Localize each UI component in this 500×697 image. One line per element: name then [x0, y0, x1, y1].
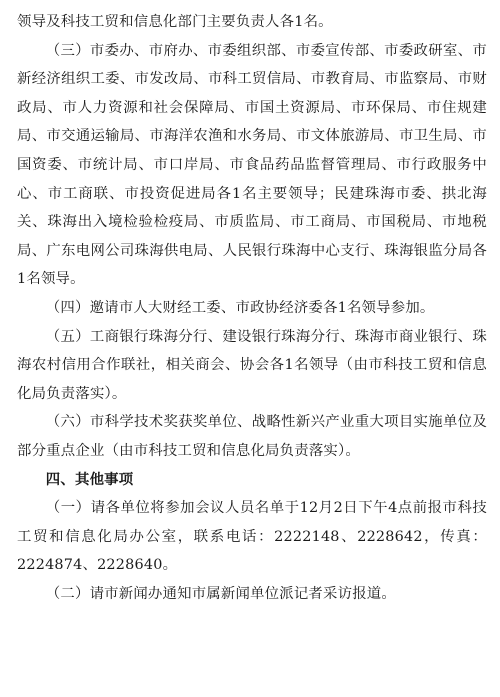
- paragraph-item-five: （五）工商银行珠海分行、建设银行珠海分行、珠海市商业银行、珠海农村信用合作联社，相关商会、协会各1名领导（由市科技工贸和信息化局负责落实）。: [17, 328, 487, 402]
- document-page: [17, 8, 487, 608]
- paragraph-other-item-two: （二）请市新闻办通知市属新闻单位派记者采访报道。: [45, 585, 396, 602]
- paragraph-item-six: （六）市科学技术奖获奖单位、战略性新兴产业重大项目实施单位及部分重点企业（由市科技工贸和信息化局负责落实）。: [17, 414, 487, 459]
- paragraph-other-item-one: （一）请各单位将参加会议人员名单于12月2日下午4点前报市科技工贸和信息化局办公室，联系电话：2222148、2228642，传真：2224874、2228640。: [17, 500, 487, 574]
- paragraph-leaders: 领导及科技工贸和信息化部门主要负责人各1名。: [17, 14, 333, 30]
- section-heading-other-matters: 四、其他事项: [45, 471, 134, 488]
- paragraph-item-four: （四）邀请市人大财经工委、市政协经济委各1名领导参加。: [45, 299, 435, 316]
- paragraph-item-three: （三）市委办、市府办、市委组织部、市委宣传部、市委政研室、市新经济组织工委、市发改局、市科工贸信局、市教育局、市监察局、市财政局、市人力资源和社会保障局、市国土资源局、市环保局、市住规建局、市交通运输局、市海洋农渔和水务局、市文体旅游局、市卫生局、市国资委、市统计局、市口岸局、市食品药品监督管理局、市行政服务中心、市工商联、市投资促进局各1名主要领导；民建珠海市委、拱北海关、珠海出入境检验检疫局、市质监局、市工商局、市国税局、市地税局、广东电网公司珠海供电局、人民银行珠海中心支行、珠海银监分局各1名领导。: [17, 42, 487, 288]
